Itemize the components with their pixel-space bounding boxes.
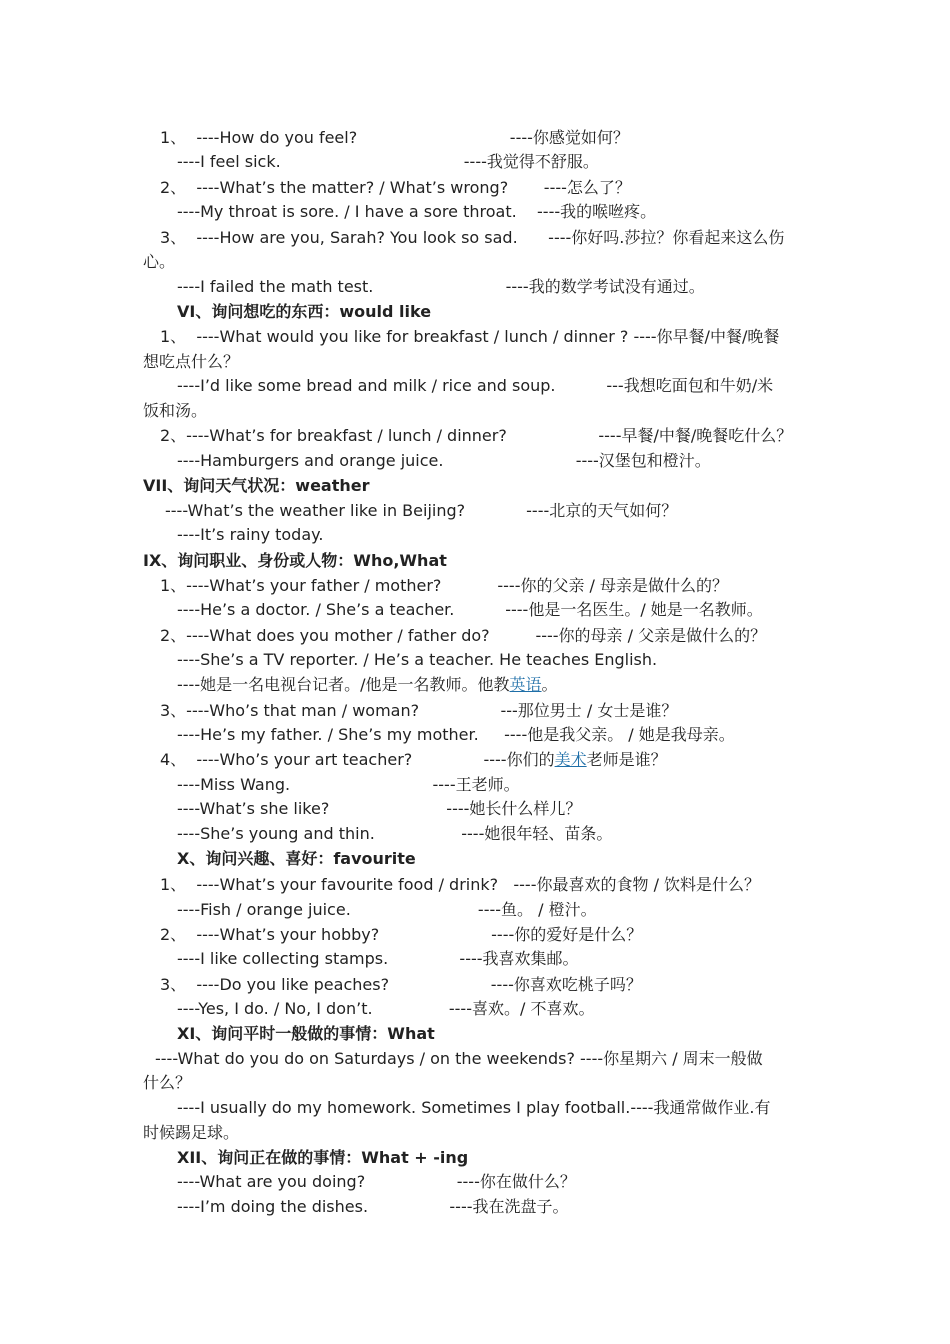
text-line: ----What’s the weather like in Beijing? ----北京的天气如何？ xyxy=(165,501,678,520)
text-line: ----My throat is sore. / I have a sore throat. ----我的喉咝疼。 xyxy=(177,202,657,221)
text-line: 2、 ----What’s your hobby? ----你的爱好是什么？ xyxy=(160,925,643,944)
text-line: 饭和汤。 xyxy=(143,401,208,420)
text-line: ----What are you doing? ----你在做什么？ xyxy=(177,1172,576,1191)
text-line: ----It’s rainy today. xyxy=(177,525,324,544)
text-line: ----He’s my father. / She’s my mother. ----他是我父亲。 / 她是我母亲。 xyxy=(177,725,735,744)
text-line: ----I usually do my homework. Sometimes I play football.----我通常做作业.有 xyxy=(177,1098,771,1117)
text-line: 时候踢足球。 xyxy=(143,1123,240,1142)
text-line: ----I’d like some bread and milk / rice and soup. ---我想吃面包和牛奶/米 xyxy=(177,376,774,395)
text-line: 1、 ----How do you feel? ----你感觉如何？ xyxy=(160,128,629,147)
line-text: 老师是谁？ xyxy=(586,750,667,769)
line-text: 。 xyxy=(541,675,558,694)
text-line: 心。 xyxy=(143,252,176,271)
section-heading: XI、询问平时一般做的事情：What xyxy=(177,1024,435,1043)
text-line: ----What’s she like? ----她长什么样儿？ xyxy=(177,799,582,818)
text-line: ----I’m doing the dishes. ----我在洗盘子。 xyxy=(177,1197,569,1216)
text-line: 2、----What does you mother / father do? ----你的母亲 / 父亲是做什么的？ xyxy=(160,626,767,645)
text-line xyxy=(160,751,667,769)
section-heading: X、询问兴趣、喜好：favourite xyxy=(177,849,416,868)
section-heading: IX、询问职业、身份或人物：Who,What xyxy=(143,551,447,570)
text-line: ----Fish / orange juice. ----鱼。 / 橙汁。 xyxy=(177,900,597,919)
text-line: ----She’s a TV reporter. / He’s a teacher. He teaches English. xyxy=(177,650,658,669)
section-heading: VI、询问想吃的东西：would like xyxy=(177,302,432,321)
art-link[interactable]: 美术 xyxy=(554,750,587,769)
english-link[interactable]: 英语 xyxy=(509,675,542,694)
text-line: ----Miss Wang. ----王老师。 xyxy=(177,775,520,794)
text-line: 什么？ xyxy=(143,1073,192,1092)
text-line: 3、----Who’s that man / woman? ---那位男士 / 女士是谁？ xyxy=(160,701,678,720)
text-line: ----Hamburgers and orange juice. ----汉堡包和橙汁。 xyxy=(177,451,711,470)
text-line: ----She’s young and thin. ----她很年轻、苗条。 xyxy=(177,824,613,843)
section-heading: XII、询问正在做的事情：What + -ing xyxy=(177,1148,469,1167)
text-line: ----Yes, I do. / No, I don’t. ----喜欢。/ 不喜欢。 xyxy=(177,999,595,1018)
line-text: ----她是一名电视台记者。/他是一名教师。他教 xyxy=(177,675,510,694)
text-line: 想吃点什么？ xyxy=(143,352,240,371)
text-line: ----He’s a doctor. / She’s a teacher. ----他是一名医生。/ 她是一名教师。 xyxy=(177,600,763,619)
text-line: ----I feel sick. ----我觉得不舒服。 xyxy=(177,152,599,171)
text-line: 2、 ----What’s the matter? / What’s wrong? ----怎么了？ xyxy=(160,178,631,197)
text-line xyxy=(177,676,558,694)
text-line: 1、 ----What’s your favourite food / drink? ----你最喜欢的食物 / 饮料是什么？ xyxy=(160,875,761,894)
line-text: 4、 ----Who’s your art teacher? ----你们的 xyxy=(160,750,555,769)
section-heading: VII、询问天气状况：weather xyxy=(143,476,370,495)
text-line: 2、----What’s for breakfast / lunch / dinner? ----早餐/中餐/晚餐吃什么？ xyxy=(160,426,793,445)
text-line: ----I like collecting stamps. ----我喜欢集邮。 xyxy=(177,949,579,968)
text-line: 1、----What’s your father / mother? ----你的父亲 / 母亲是做什么的？ xyxy=(160,576,729,595)
text-line: 3、 ----Do you like peaches? ----你喜欢吃桃子吗？ xyxy=(160,975,642,994)
text-line: ----What do you do on Saturdays / on the weekends? ----你星期六 / 周末一般做 xyxy=(155,1049,763,1068)
text-line: 3、 ----How are you, Sarah? You look so sad. ----你好吗.莎拉？你看起来这么伤 xyxy=(160,228,785,247)
text-line: 1、 ----What would you like for breakfast / lunch / dinner ? ----你早餐/中餐/晚餐 xyxy=(160,327,780,346)
text-line: ----I failed the math test. ----我的数学考试没有通过。 xyxy=(177,277,705,296)
